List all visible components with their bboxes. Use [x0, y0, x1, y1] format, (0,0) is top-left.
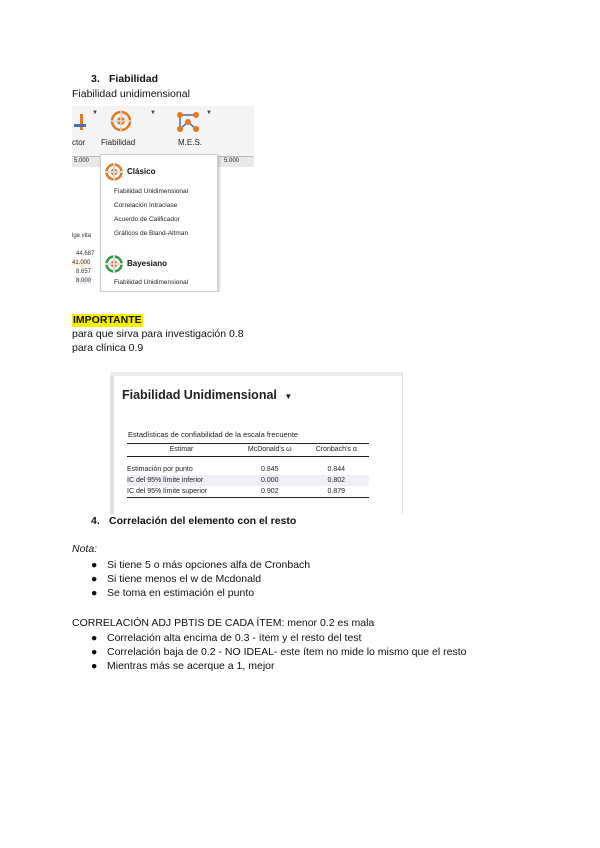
bayesiano-heading: Bayesiano — [127, 259, 168, 268]
panel-left-border — [110, 376, 114, 514]
bullet-icon: ● — [91, 660, 98, 672]
result-panel-title: Fiabilidad Unidimensional — [122, 388, 277, 402]
section-3-subtitle: Fiabilidad unidimensional — [72, 88, 190, 100]
menu-item-bayes-fiabilidad-unidimensional[interactable]: Fiabilidad Unidimensional — [114, 279, 189, 286]
row-label: IC del 95% límite inferior — [127, 475, 236, 486]
clasico-heading: Clásico — [127, 167, 156, 176]
menu-item-graficos-bland-altman[interactable]: Gráficos de Bland-Altman — [114, 230, 189, 237]
col-header: Cronbach's α — [304, 444, 369, 457]
factor-dropdown-icon[interactable]: ▼ — [92, 110, 98, 116]
ribbon-toolbar — [72, 106, 254, 156]
section-3-number: 3. — [91, 73, 100, 85]
menu-item-fiabilidad-unidimensional[interactable]: Fiabilidad Unidimensional — [114, 188, 189, 195]
table-row — [127, 486, 369, 498]
importante-line-2: para clínica 0.9 — [72, 342, 144, 354]
mes-dropdown-icon[interactable]: ▼ — [206, 110, 212, 116]
correlacion-bullet-2: Correlación baja de 0.2 - NO IDEAL- este ítem no mide lo mismo que el resto — [107, 646, 467, 658]
factor-icon[interactable] — [74, 112, 88, 132]
bullet-icon: ● — [91, 587, 98, 599]
number-left: 5.000 — [74, 158, 90, 164]
importante-line-1: para que sirva para investigación 0.8 — [72, 328, 244, 340]
alpha-value: 0.879 — [304, 486, 369, 498]
table-caption: Estadísticas de confiabilidad de la escala frecuente — [128, 430, 299, 439]
side-label: lge vita — [72, 233, 92, 239]
nota-label: Nota: — [72, 543, 98, 555]
row-label: Estimación por punto — [127, 466, 193, 473]
bullet-icon: ● — [91, 573, 98, 585]
section-4-title: Correlación del elemento con el resto — [109, 515, 297, 527]
mes-icon[interactable] — [176, 111, 202, 133]
table-row — [127, 475, 369, 486]
ribbon-screenshot — [72, 106, 254, 292]
reliability-table — [127, 443, 369, 498]
chevron-down-icon[interactable]: ▼ — [284, 392, 293, 401]
side-value-4: 8.000 — [76, 278, 92, 284]
fiabilidad-icon[interactable] — [110, 110, 132, 132]
result-panel-title-row[interactable] — [122, 388, 292, 402]
menu-item-acuerdo-calificador[interactable]: Acuerdo de Calificador — [114, 216, 180, 223]
correlacion-heading: CORRELACIÓN ADJ PBTIS DE CADA ÍTEM: menor 0.2 es mala — [72, 617, 375, 629]
number-right: 5.000 — [224, 158, 240, 164]
col-header: McDonald's ω — [236, 444, 304, 457]
nota-bullet-1: Si tiene 5 o más opciones alfa de Cronbach — [107, 559, 311, 571]
fiabilidad-label[interactable]: Fiabilidad — [101, 138, 136, 147]
omega-value: 0.000 — [236, 475, 304, 486]
table-header-row — [127, 444, 369, 457]
side-value-2: 41.000 — [72, 260, 91, 266]
correlacion-bullet-1: Correlación alta encima de 0.3 - ítem y el resto del test — [107, 632, 362, 644]
section-3-title: Fiabilidad — [109, 73, 159, 85]
correlacion-bullet-3: Mientras más se acerque a 1, mejor — [107, 660, 275, 672]
mes-label[interactable]: M.E.S. — [178, 138, 203, 147]
bullet-icon: ● — [91, 559, 98, 571]
result-panel-screenshot — [110, 372, 403, 514]
col-header: Estimar — [127, 444, 236, 457]
alpha-value: 0.844 — [327, 466, 346, 473]
table-row — [127, 457, 369, 476]
nota-bullet-2: Si tiene menos el w de Mcdonald — [107, 573, 262, 585]
menu-item-correlacion-intraclase[interactable]: Correlación Intraclase — [114, 202, 178, 209]
factor-label[interactable]: ctor — [72, 138, 86, 147]
omega-value: 0.845 — [261, 466, 279, 473]
alpha-value: 0.802 — [304, 475, 369, 486]
fiabilidad-dropdown-icon[interactable]: ▼ — [150, 110, 156, 116]
section-4-number: 4. — [91, 515, 100, 527]
omega-value: 0.902 — [236, 486, 304, 498]
bullet-icon: ● — [91, 632, 98, 644]
bullet-icon: ● — [91, 646, 98, 658]
nota-bullet-3: Se toma en estimación el punto — [107, 587, 255, 599]
importante-label: IMPORTANTE — [73, 314, 142, 326]
fiabilidad-dropdown-menu — [100, 154, 218, 292]
clasico-icon — [105, 163, 123, 181]
row-label: IC del 95% límite superior — [127, 486, 236, 498]
side-value-1: 44.687 — [76, 251, 95, 257]
side-value-3: 8.657 — [76, 269, 92, 275]
bayesiano-icon — [105, 255, 123, 273]
